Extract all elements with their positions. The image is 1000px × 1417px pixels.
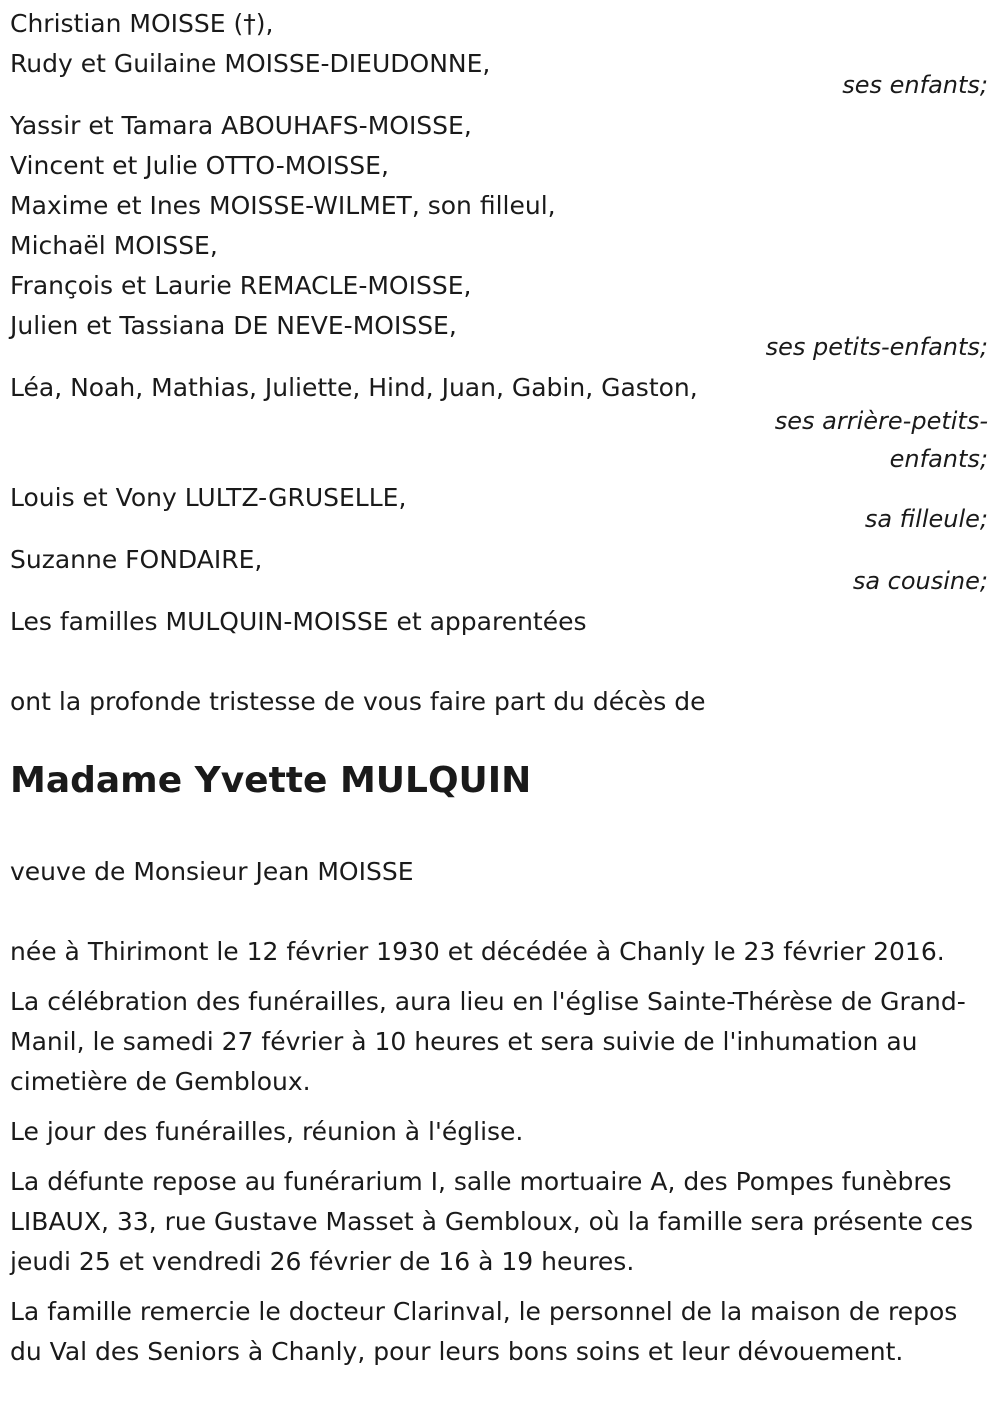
birth-death-text: née à Thirimont le 12 février 1930 et décédée à Chanly le 23 février 2016. [10, 937, 945, 966]
family-line: Maxime et Ines MOISSE-WILMET, son filleul, [10, 191, 556, 220]
family-line: Julien et Tassiana DE NEVE-MOISSE, [10, 311, 457, 340]
role-label-line: enfants; [889, 445, 988, 473]
funeral-paragraph: La célébration des funérailles, aura lieu en l'église Sainte-Thérèse de Grand-Manil, le samedi 27 février à 10 heures et sera suivie de l'inhumation au cimetière de Gembloux. [10, 987, 966, 1096]
role-label-goddaughter: sa filleule; [864, 505, 988, 533]
cousin-group [10, 540, 990, 600]
families-line: Les familles MULQUIN-MOISSE et apparentées [10, 607, 587, 636]
children-group [10, 4, 990, 104]
family-line: Yassir et Tamara ABOUHAFS-MOISSE, [10, 111, 472, 140]
great-grandchildren-group [10, 368, 990, 478]
family-line: Christian MOISSE (†), [10, 9, 274, 38]
funeral-paragraph: Le jour des funérailles, réunion à l'église. [10, 1117, 524, 1146]
goddaughter-group [10, 478, 990, 538]
family-line: Léa, Noah, Mathias, Juliette, Hind, Juan, Gabin, Gaston, [10, 373, 698, 402]
funeral-paragraph: La famille remercie le docteur Clarinval, le personnel de la maison de repos du Val des Seniors à Chanly, pour leurs bons soins et leur dévouement. [10, 1297, 958, 1366]
role-label-cousin: sa cousine; [852, 567, 988, 595]
spacer [10, 642, 990, 682]
deceased-name: Madame Yvette MULQUIN [10, 760, 532, 801]
family-line: Suzanne FONDAIRE, [10, 545, 263, 574]
role-label-children: ses enfants; [842, 71, 988, 99]
family-line: Vincent et Julie OTTO-MOISSE, [10, 151, 389, 180]
role-label-line: ses arrière-petits- [774, 407, 988, 435]
family-line: François et Laurie REMACLE-MOISSE, [10, 271, 472, 300]
grandchildren-group [10, 106, 990, 366]
family-line: Michaël MOISSE, [10, 231, 218, 260]
funeral-paragraph: La défunte repose au funérarium I, salle mortuaire A, des Pompes funèbres LIBAUX, 33, rue Gustave Masset à Gembloux, où la famille sera présente ces jeudi 25 et vendredi 26 février de 16 à 19 heures. [10, 1167, 974, 1276]
family-line: Louis et Vony LULTZ-GRUSELLE, [10, 483, 407, 512]
role-label-grandchildren: ses petits-enfants; [765, 333, 988, 361]
spacer [10, 892, 990, 932]
widow-of-text: veuve de Monsieur Jean MOISSE [10, 857, 414, 886]
family-line: Rudy et Guilaine MOISSE-DIEUDONNE, [10, 49, 491, 78]
role-label-great-grandchildren [10, 402, 990, 478]
announcement-text: ont la profonde tristesse de vous faire part du décès de [10, 687, 706, 716]
